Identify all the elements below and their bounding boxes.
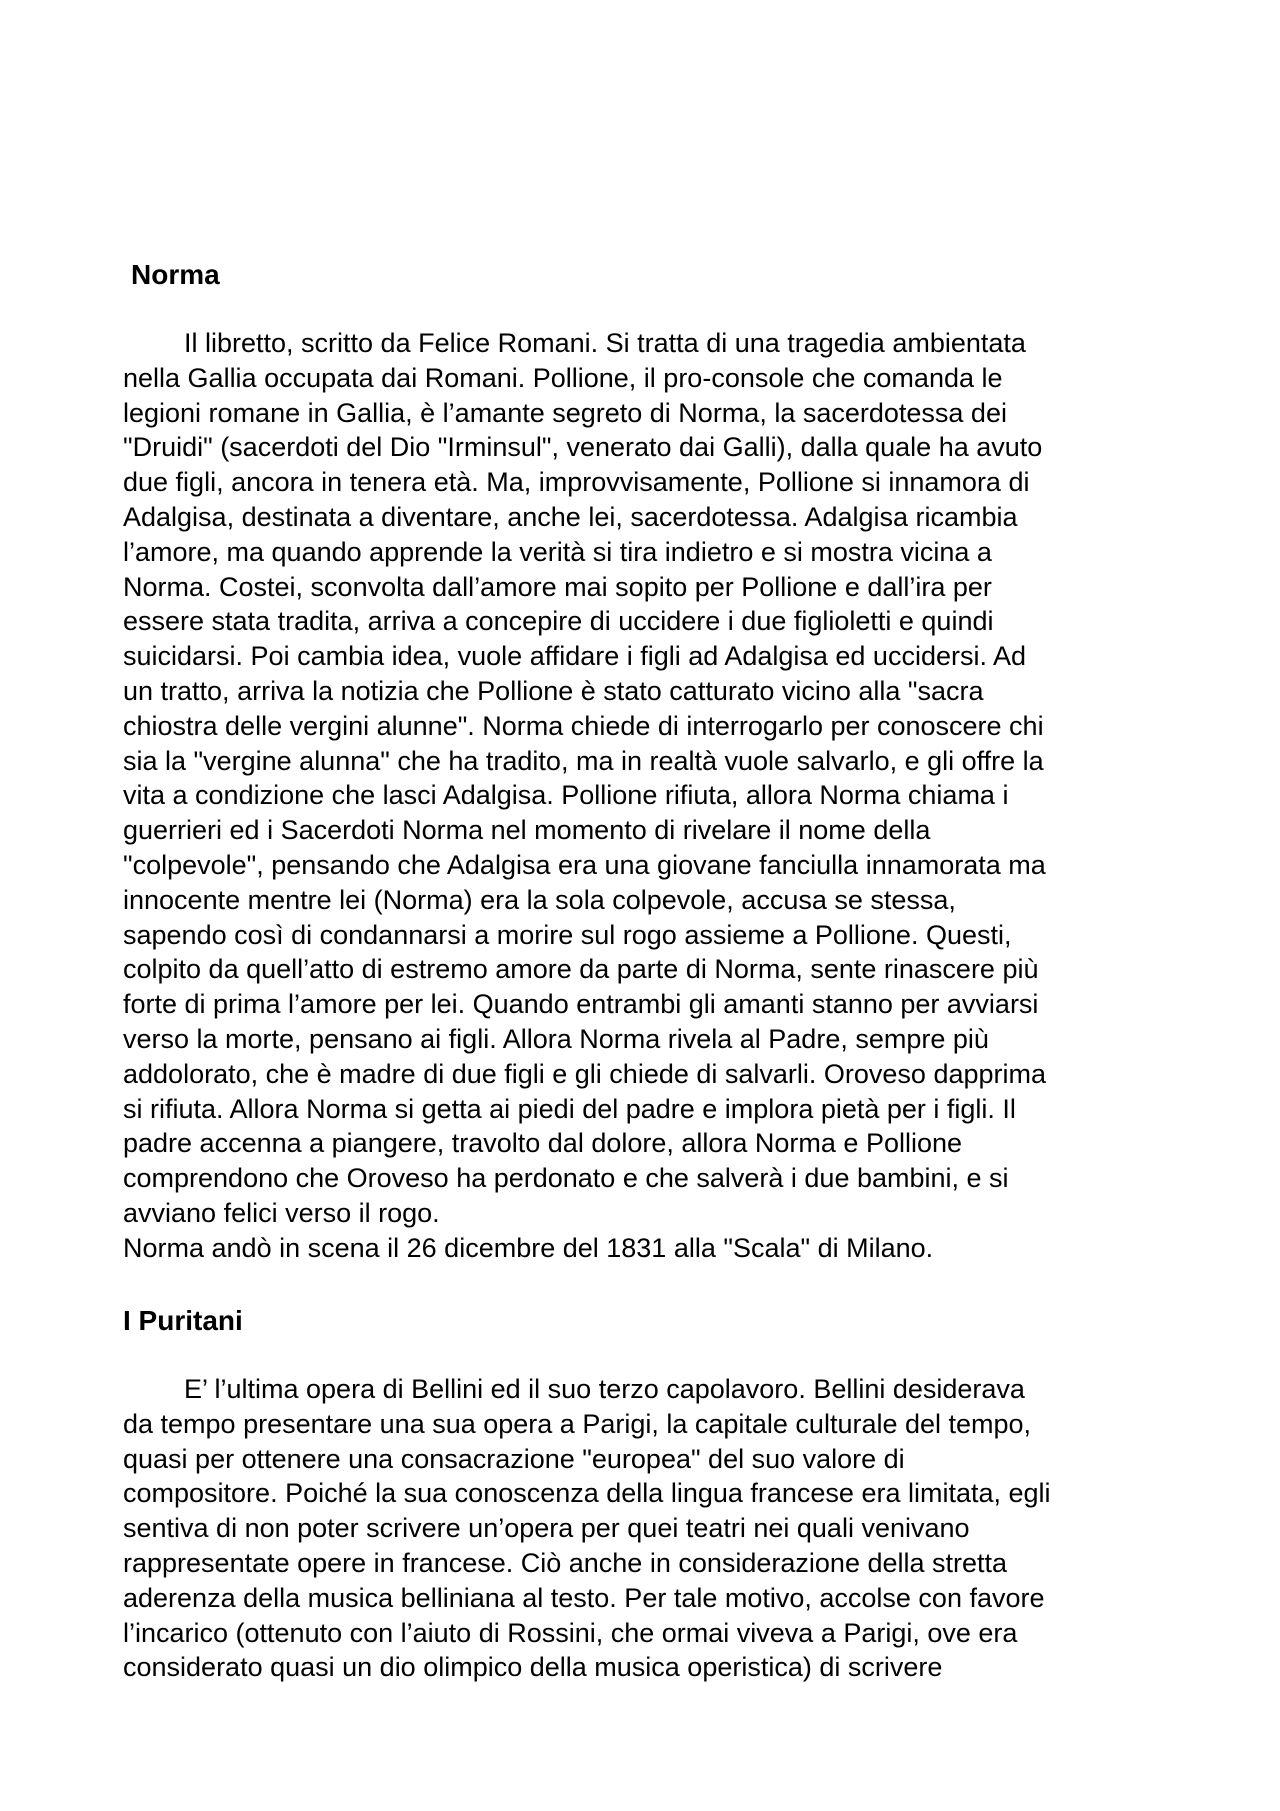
text-line: E’ l’ultima opera di Bellini ed il suo terzo capolavoro. Bellini desiderava — [184, 1374, 1025, 1404]
text-line: "Druidi" (sacerdoti del Dio "Irminsul", venerato dai Galli), dalla quale ha avuto — [123, 432, 1043, 463]
section-heading: Norma — [131, 259, 220, 290]
text-line: considerato quasi un dio olimpico della musica operistica) di scrivere — [123, 1652, 943, 1683]
text-line: sapendo così di condannarsi a morire sul rogo assieme a Pollione. Questi, — [123, 919, 1012, 950]
text-line: comprendono che Oroveso ha perdonato e che salverà i due bambini, e si — [123, 1163, 1009, 1194]
text-line: Norma andò in scena il 26 dicembre del 1831 alla "Scala" di Milano. — [123, 1232, 934, 1263]
text-line: Norma. Costei, sconvolta dall’amore mai sopito per Pollione e dall’ira per — [123, 571, 992, 602]
text-line: nella Gallia occupata dai Romani. Pollione, il pro-console che comanda le — [123, 362, 1003, 393]
text-line: guerrieri ed i Sacerdoti Norma nel momento di rivelare il nome della — [123, 815, 931, 846]
text-line: verso la morte, pensano ai figli. Allora Norma rivela al Padre, sempre più — [123, 1023, 989, 1054]
text-line: l’amore, ma quando apprende la verità si tira indietro e si mostra vicina a — [123, 536, 992, 567]
text-line: due figli, ancora in tenera età. Ma, improvvisamente, Pollione si innamora di — [123, 467, 1030, 498]
text-line: Adalgisa, destinata a diventare, anche lei, sacerdotessa. Adalgisa ricambia — [123, 501, 1018, 532]
text-line: chiostra delle vergini alunne". Norma chiede di interrogarlo per conoscere chi — [123, 710, 1044, 741]
text-line: legioni romane in Gallia, è l’amante segreto di Norma, la sacerdotessa dei — [123, 397, 1007, 428]
text-line: "colpevole", pensando che Adalgisa era una giovane fanciulla innamorata ma — [123, 849, 1046, 880]
text-line: l’incarico (ottenuto con l’aiuto di Rossini, che ormai viveva a Parigi, ove era — [123, 1617, 1018, 1648]
text-line: suicidarsi. Poi cambia idea, vuole affidare i figli ad Adalgisa ed uccidersi. Ad — [123, 641, 1027, 672]
text-line: quasi per ottenere una consacrazione "europea" del suo valore di — [123, 1443, 905, 1474]
text-line: innocente mentre lei (Norma) era la sola colpevole, accusa se stessa, — [123, 884, 956, 915]
section-norma — [123, 258, 1173, 1266]
text-line: forte di prima l’amore per lei. Quando entrambi gli amanti stanno per avviarsi — [123, 989, 1039, 1020]
text-line: compositore. Poiché la sua conoscenza della lingua francese era limitata, egli — [123, 1478, 1051, 1509]
text-line: Il libretto, scritto da Felice Romani. Si tratta di una tragedia ambientata — [184, 328, 1026, 358]
text-line: si rifiuta. Allora Norma si getta ai piedi del padre e implora pietà per i figli. Il — [123, 1093, 1016, 1124]
text-line: sia la "vergine alunna" che ha tradito, ma in realtà vuole salvarlo, e gli offre la — [123, 745, 1044, 776]
text-line: un tratto, arriva la notizia che Pollione è stato catturato vicino alla "sacra — [123, 675, 984, 706]
text-line: padre accenna a piangere, travolto dal dolore, allora Norma e Pollione — [123, 1128, 963, 1159]
section-i-puritani — [123, 1304, 1173, 1685]
text-line: da tempo presentare una sua opera a Parigi, la capitale culturale del tempo, — [123, 1408, 1032, 1439]
text-line: essere stata tradita, arriva a concepire di uccidere i due figlioletti e quindi — [123, 606, 994, 637]
text-line: avviano felici verso il rogo. — [123, 1197, 440, 1228]
text-line: sentiva di non poter scrivere un’opera per quei teatri nei quali venivano — [123, 1513, 970, 1544]
section-body — [123, 326, 1173, 1266]
section-body — [123, 1372, 1173, 1685]
text-line: addolorato, che è madre di due figli e gli chiede di salvarli. Oroveso dapprima — [123, 1058, 1047, 1089]
section-heading: I Puritani — [123, 1305, 243, 1336]
text-line: rappresentate opere in francese. Ciò anche in considerazione della stretta — [123, 1547, 1008, 1578]
text-line: vita a condizione che lasci Adalgisa. Pollione rifiuta, allora Norma chiama i — [123, 780, 1009, 811]
text-line: aderenza della musica belliniana al testo. Per tale motivo, accolse con favore — [123, 1582, 1045, 1613]
text-line: colpito da quell’atto di estremo amore da parte di Norma, sente rinascere più — [123, 954, 1039, 985]
